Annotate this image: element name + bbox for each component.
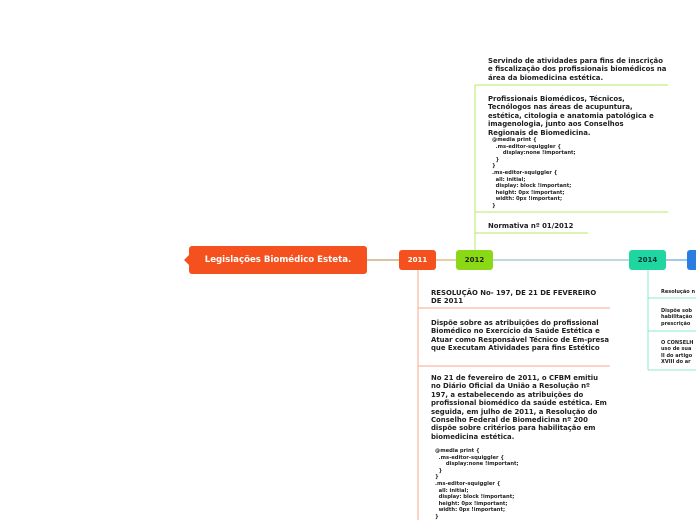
- year-node-2011[interactable]: [399, 250, 436, 270]
- root-collapse-notch[interactable]: [184, 255, 189, 265]
- code-snippet-2012: @media print { .ms-editor-squiggler { display:none !important; } } .ms-editor-squiggler { all: initial; display: block !important; height: 0px !important; width: 0px !important; }: [492, 137, 576, 209]
- year-label-2014: 2014: [637, 256, 658, 264]
- topic-2012-profissionais[interactable]: Profissionais Biomédicos, Técnicos, Tecnólogos nas áreas de acupuntura, estética, citologia e anatomia patológica e imagenologia, junto aos Conselhos Regionais de Biomedicina.: [488, 95, 654, 137]
- topic-2012-inscricao[interactable]: Servindo de atividades para fins de inscrição e fiscalização dos profissionais biomédicos na área da biomedicina estética.: [488, 57, 667, 82]
- topic-2011-atribuicoes[interactable]: Dispõe sobre as atribuições do profissional Biomédico no Exercício da Saúde Estética e Atuar como Responsável Técnico de Em-presa que Executam Atividades para fins Estético: [431, 319, 609, 353]
- year-node-2012[interactable]: [456, 250, 493, 270]
- topic-2014-conselho-line: O CONSELH: [661, 340, 694, 346]
- topic-2014-resolucao-line: Resolução n: [661, 289, 695, 295]
- topic-2011-cfbm-historico[interactable]: No 21 de fevereiro de 2011, o CFBM emitiu no Diário Oficial da União a Resolução nº 197, a estabelecendo as atribuições do profissional biomédico da saúde estética. Em seguida, em julho de 2011, a Resolução do Conselho Federal de Biomedicina nº 200 dispõe sobre critérios para habilitação em biomedicina estética.: [431, 374, 607, 441]
- topic-2012-normativa[interactable]: Normativa nº 01/2012: [488, 222, 574, 230]
- topic-2014-conselho-line: II do artigo: [661, 352, 693, 359]
- root-topic[interactable]: [189, 246, 367, 274]
- topic-2014-conselho-line: XVIII do ar: [661, 359, 691, 366]
- topic-2014-dispoe[interactable]: [661, 308, 692, 327]
- topic-2014-conselho[interactable]: [661, 340, 693, 366]
- topic-2014-dispoe-line: Dispõe sob: [661, 308, 692, 314]
- topic-2014-dispoe-line: prescrição: [661, 320, 691, 327]
- topic-2014-resolucao[interactable]: [661, 289, 695, 295]
- year-label-2011: 2011: [407, 256, 428, 264]
- year-node-next[interactable]: [687, 250, 696, 270]
- code-snippet-2011: @media print { .ms-editor-squiggler { display:none !important; } } .ms-editor-squiggler { all: initial; display: block !important; height: 0px !important; width: 0px !important; }: [435, 448, 519, 520]
- year-node-2014[interactable]: [629, 250, 666, 270]
- root-topic-label: Legislações Biomédico Esteta.: [204, 255, 352, 265]
- topic-2014-dispoe-line: habilitação: [661, 314, 693, 321]
- topic-2011-resolucao-197[interactable]: RESOLUÇÃO No- 197, DE 21 DE FEVEREIRO DE 2011: [431, 289, 597, 306]
- year-label-2012: 2012: [464, 256, 485, 264]
- topic-2014-conselho-line: uso de sua: [661, 346, 692, 353]
